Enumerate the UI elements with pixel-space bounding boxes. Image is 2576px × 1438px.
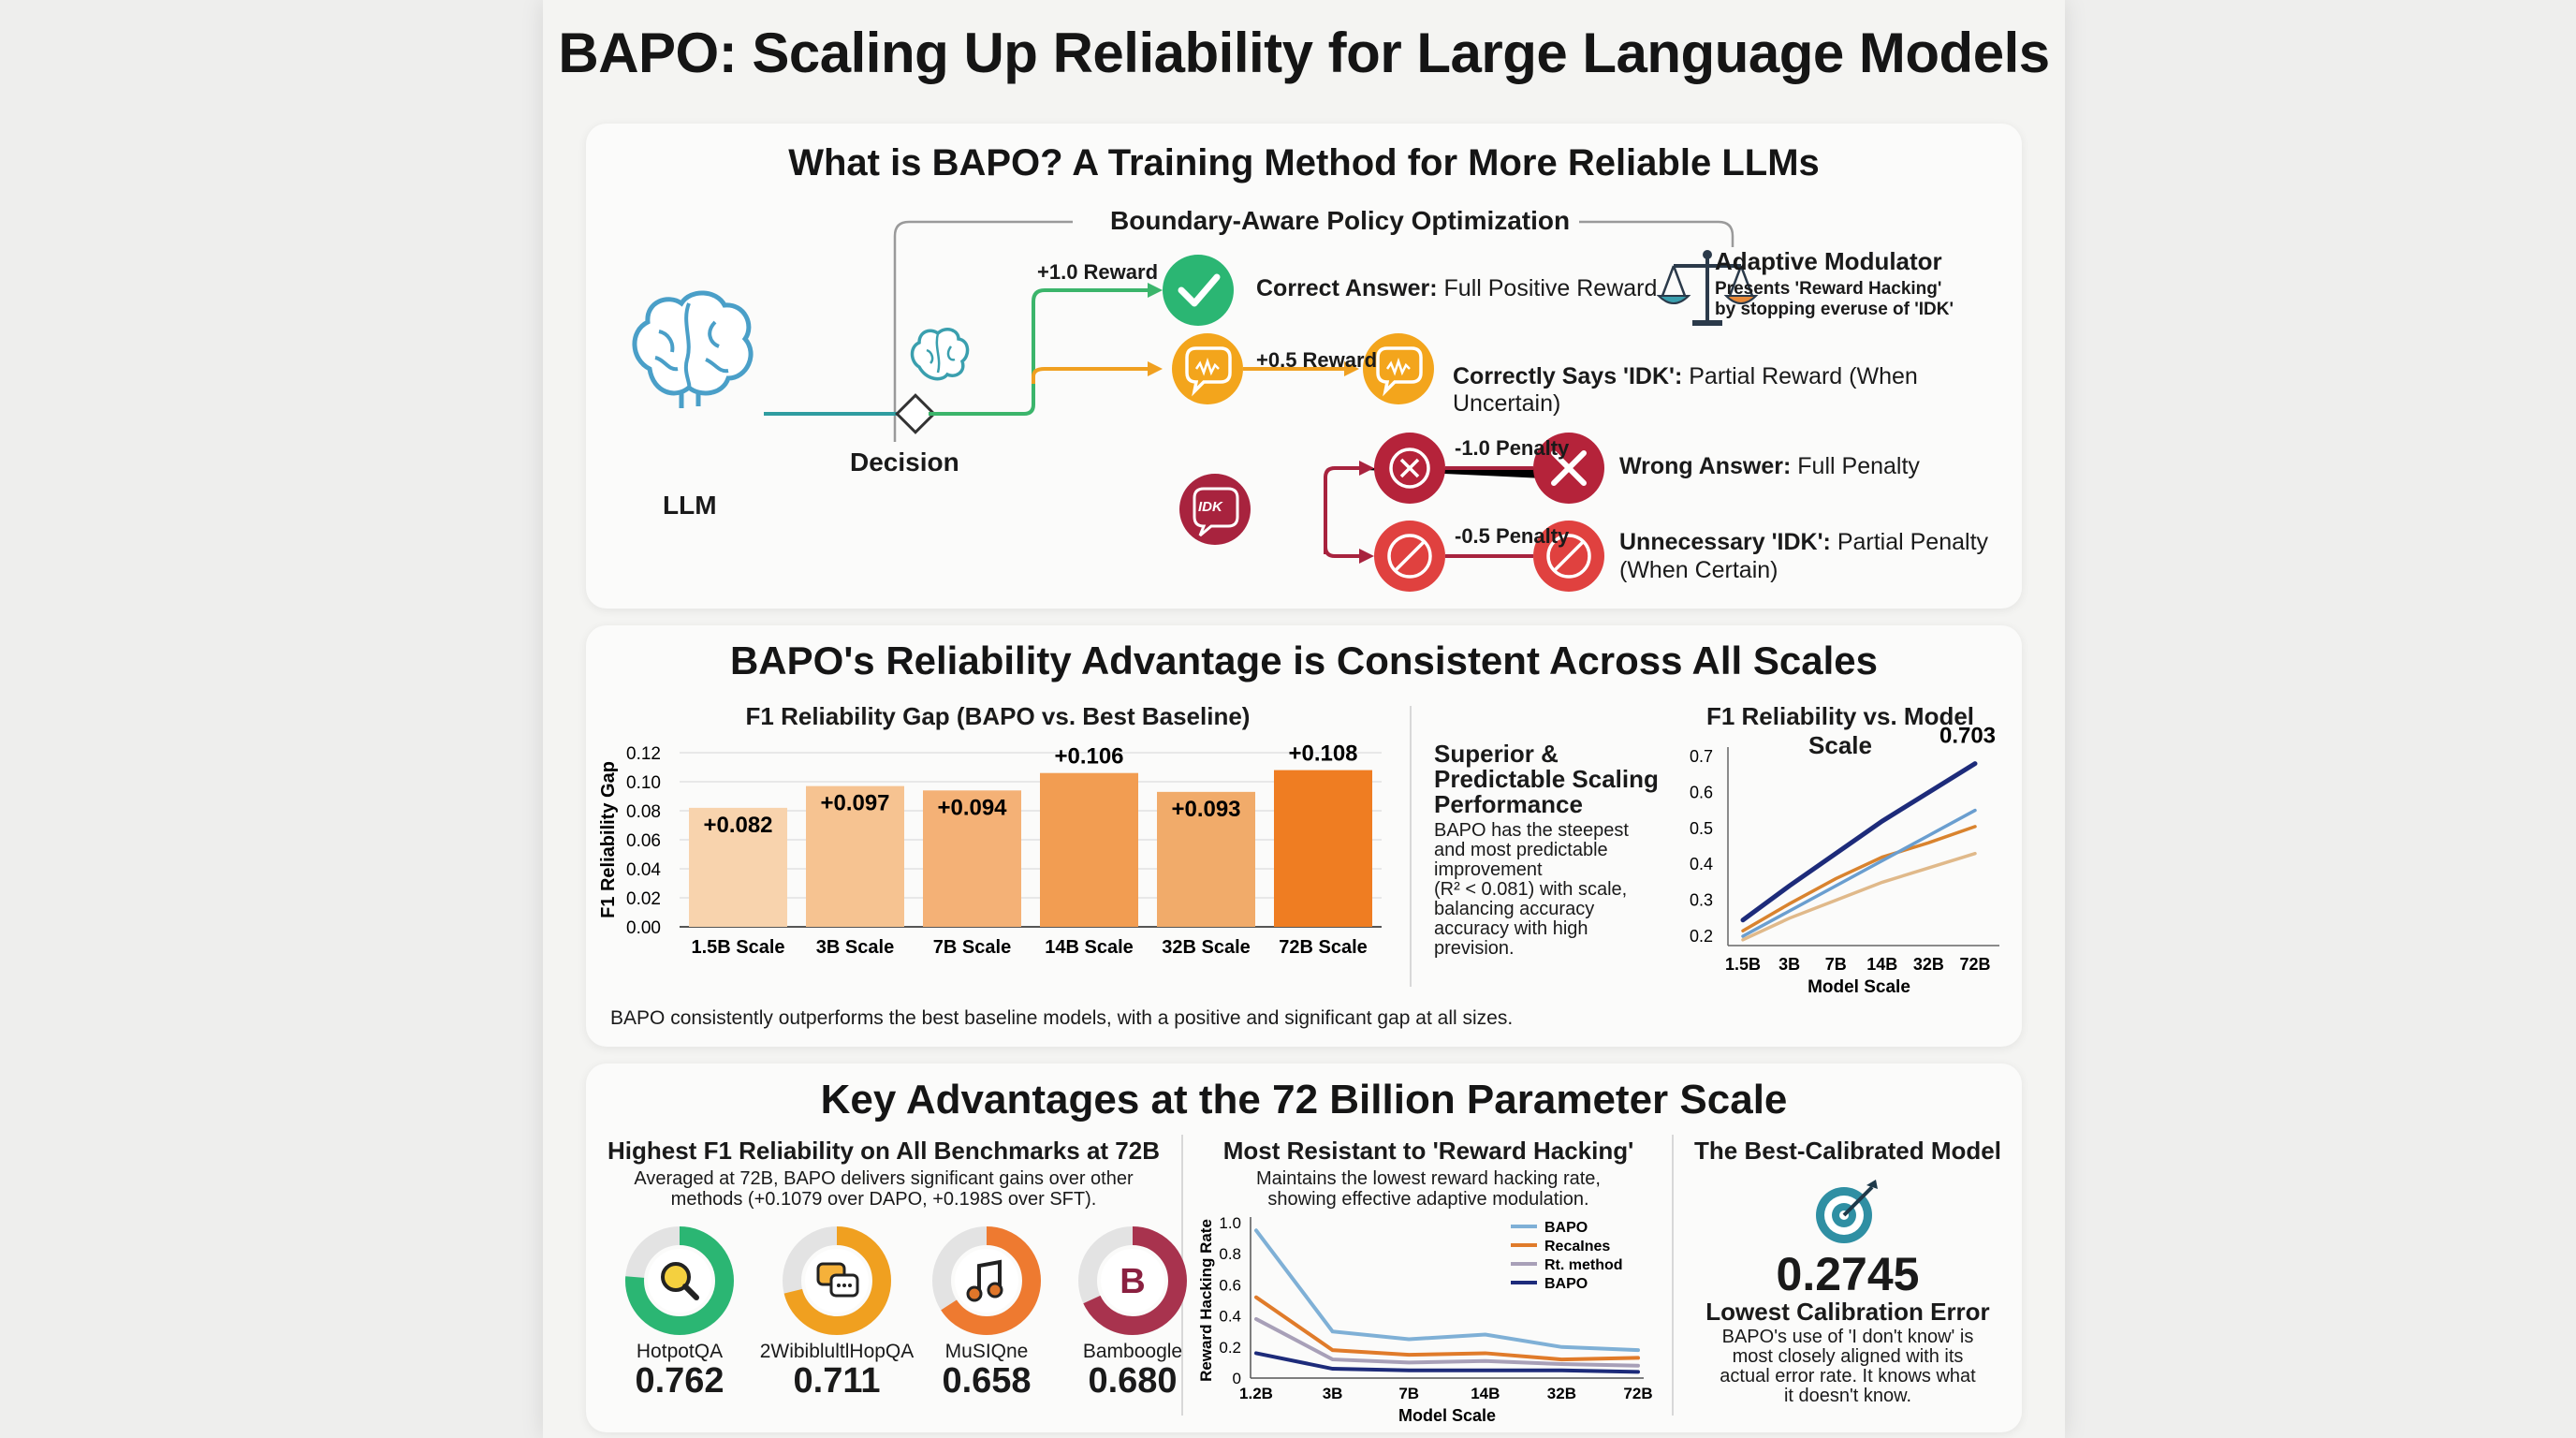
modulator-line1: Presents 'Reward Hacking' <box>1715 279 1942 299</box>
col1-title: Highest F1 Reliability on All Benchmarks at 72B <box>607 1137 1160 1165</box>
bar <box>1040 773 1138 927</box>
infographic-sheet <box>543 0 2065 1438</box>
benchmark-name-2: MuSIQne <box>944 1341 1029 1362</box>
benchmark-value-0: 0.762 <box>635 1361 724 1401</box>
reward-label-correct: +1.0 Reward <box>1037 260 1159 284</box>
key-advantages-panel <box>586 1064 2022 1432</box>
side-note <box>1434 741 1659 959</box>
line2-xtick-label: 7B <box>1398 1385 1420 1402</box>
legend-label: RecaInes <box>1544 1239 1611 1255</box>
line1-ytick-label: 0.6 <box>1689 783 1713 802</box>
col2-title: Most Resistant to 'Reward Hacking' <box>1222 1137 1634 1165</box>
bar-value-label: +0.094 <box>937 795 1007 821</box>
b-letter-icon <box>1120 1262 1145 1301</box>
legend-label: Rt. method <box>1544 1257 1623 1273</box>
legend-label: BAPO <box>1544 1220 1588 1236</box>
calibration-label: Lowest Calibration Error <box>1705 1298 1990 1326</box>
line1-xtick-label: 1.5B <box>1724 955 1762 974</box>
reward-hacking-chart <box>1194 1213 1662 1429</box>
bar-value-label: +0.106 <box>1054 743 1124 770</box>
line1-xtick-label: 7B <box>1824 955 1847 974</box>
scale-line-chart <box>1662 723 2018 1009</box>
line1-series <box>1743 827 1975 931</box>
bar-category-label: 3B Scale <box>815 937 895 958</box>
no-idk-icon-small <box>1374 521 1445 592</box>
bar-value-label: +0.093 <box>1171 796 1241 822</box>
bar-category-label: 72B Scale <box>1279 937 1368 958</box>
line2-ytick-label: 0.2 <box>1219 1338 1241 1357</box>
line2-ytick-label: 0.8 <box>1219 1245 1241 1264</box>
bar-value-label: +0.108 <box>1288 741 1358 767</box>
bar-ytick-label: 0.00 <box>626 918 661 938</box>
line1-ytick-label: 0.4 <box>1689 855 1713 874</box>
bar-ytick-label: 0.10 <box>626 773 661 793</box>
benchmark-name-3: Bamboogle <box>1082 1341 1183 1362</box>
line2-ytick-label: 1.0 <box>1219 1214 1241 1232</box>
training-method-panel <box>586 124 2022 609</box>
line1-ytick-label: 0.5 <box>1689 818 1713 838</box>
line2-xlabel: Model Scale <box>1398 1406 1497 1425</box>
line2-ytick-label: 0 <box>1232 1370 1241 1387</box>
line1-xtick-label: 32B <box>1912 955 1944 974</box>
side-text: BAPO has the steepest and most predictable improvement (R² < 0.081) with scale, balancing accuracy accuracy with high prevision. <box>1434 820 1629 959</box>
side-title: Superior & Predictable Scaling Performance <box>1434 740 1659 818</box>
line1-ytick-label: 0.7 <box>1689 747 1713 766</box>
bar-category-label: 1.5B Scale <box>691 937 785 958</box>
line2-xtick-label: 1.2B <box>1239 1385 1273 1402</box>
bar-chart-title: F1 Reliability Gap (BAPO vs. Best Baseline) <box>745 702 1251 730</box>
line2-ylabel: Reward Hacking Rate <box>1197 1219 1215 1382</box>
decision-label: Decision <box>850 448 959 477</box>
bar-category-label: 32B Scale <box>1162 937 1251 958</box>
outcome-correct: Correct Answer: Full Positive Reward <box>1256 275 1658 301</box>
bar-value-label: +0.097 <box>820 790 890 816</box>
scaling-panel <box>586 625 2022 1047</box>
penalty-label-wrong: -1.0 Penalty <box>1455 436 1570 460</box>
scaling-footnote: BAPO consistently outperforms the best baseline models, with a positive and significant gap at all sizes. <box>610 1007 1514 1029</box>
benchmark-name-0: HotpotQA <box>636 1341 724 1362</box>
benchmark-value-1: 0.711 <box>793 1361 881 1401</box>
correct-check-icon <box>1163 255 1234 326</box>
idk-badge-text: IDK <box>1198 499 1222 515</box>
line1-ytick-label: 0.2 <box>1689 927 1713 946</box>
bar-ylabel: F1 Reliability Gap <box>598 761 619 918</box>
small-brain-icon <box>913 330 968 379</box>
calibration-value: 0.2745 <box>1776 1248 1920 1300</box>
line1-xtick-label: 14B <box>1866 955 1898 974</box>
section1-title: What is BAPO? A Training Method for More Reliable LLMs <box>788 142 1820 183</box>
bar <box>1274 770 1372 927</box>
bar-ytick-label: 0.04 <box>626 860 661 880</box>
line2-xtick-label: 3B <box>1322 1385 1343 1402</box>
line1-xtick-label: 72B <box>1959 955 1991 974</box>
legend-label: BAPO <box>1544 1276 1588 1292</box>
line2-ytick-label: 0.6 <box>1219 1276 1241 1295</box>
bar-category-label: 7B Scale <box>932 937 1012 958</box>
bar-category-label: 14B Scale <box>1045 937 1134 958</box>
bar-ytick-label: 0.06 <box>626 831 661 851</box>
line1-ytick-label: 0.3 <box>1689 890 1713 910</box>
brain-icon <box>635 293 751 408</box>
line1-end-label: 0.703 <box>1939 723 1997 749</box>
target-icon <box>1810 1176 1885 1251</box>
bar-ytick-label: 0.12 <box>626 744 661 764</box>
line1-series <box>1743 811 1975 936</box>
bar-chart <box>586 728 1410 1037</box>
bar-ytick-label: 0.02 <box>626 889 661 909</box>
line2-ytick-label: 0.4 <box>1219 1307 1241 1326</box>
line1-xlabel: Model Scale <box>1808 977 1910 997</box>
reward-label-idk: +0.5 Reward <box>1256 348 1378 372</box>
decision-diamond <box>897 395 934 433</box>
benchmark-donuts <box>586 1221 1181 1343</box>
calibration-desc: BAPO's use of 'I don't know' is most closely aligned with its actual error rate. It knows what it doesn't know. <box>1720 1327 1976 1406</box>
outcome-unnecessary: Unnecessary 'IDK': Partial Penalty (When Certain) <box>1619 529 1989 583</box>
page-title: BAPO: Scaling Up Reliability for Large Language Models <box>558 22 2050 84</box>
penalty-label-unnecessary: -0.5 Penalty <box>1455 524 1570 548</box>
col1-desc: Averaged at 72B, BAPO delivers significant gains over other methods (+0.1079 over DAPO, +0.198S over SFT). <box>634 1168 1134 1210</box>
outcome-wrong: Wrong Answer: Full Penalty <box>1619 453 1920 479</box>
benchmark-name-1: 2WibiblultlHopQA <box>759 1341 915 1362</box>
col2-desc: Maintains the lowest reward hacking rate, showing effective adaptive modulation. <box>1256 1168 1601 1210</box>
line2-xtick-label: 32B <box>1546 1385 1576 1402</box>
svg-text:B: B <box>1120 1262 1146 1301</box>
line2-xtick-label: 72B <box>1623 1385 1653 1402</box>
wrong-x-icon-small <box>1374 433 1445 504</box>
line1-xtick-label: 3B <box>1778 955 1801 974</box>
llm-label: LLM <box>663 491 717 520</box>
method-subtitle: Boundary-Aware Policy Optimization <box>1101 206 1579 236</box>
bar-ytick-label: 0.08 <box>626 802 661 822</box>
scale-line-chart-title: F1 Reliability vs. Model Scale <box>1705 702 1975 759</box>
donut-center <box>955 1249 1018 1313</box>
modulator-line2: by stopping everuse of 'IDK' <box>1715 300 1954 319</box>
line1-series <box>1743 764 1975 920</box>
section2-title: BAPO's Reliability Advantage is Consistent Across All Scales <box>729 638 1879 682</box>
outcome-idk: Correctly Says 'IDK': Partial Reward (When Uncertain) <box>1453 363 1918 417</box>
modulator-title: Adaptive Modulator <box>1715 247 1942 275</box>
section3-title: Key Advantages at the 72 Billion Parameter Scale <box>820 1077 1788 1123</box>
idk-chat-icon-left <box>1172 333 1243 404</box>
benchmark-value-3: 0.680 <box>1088 1361 1178 1401</box>
divider <box>1410 706 1412 987</box>
line2-xtick-label: 14B <box>1471 1385 1500 1402</box>
bar-value-label: +0.082 <box>703 812 773 838</box>
col3-title: The Best-Calibrated Model <box>1694 1137 2001 1165</box>
benchmark-value-2: 0.658 <box>942 1361 1032 1401</box>
